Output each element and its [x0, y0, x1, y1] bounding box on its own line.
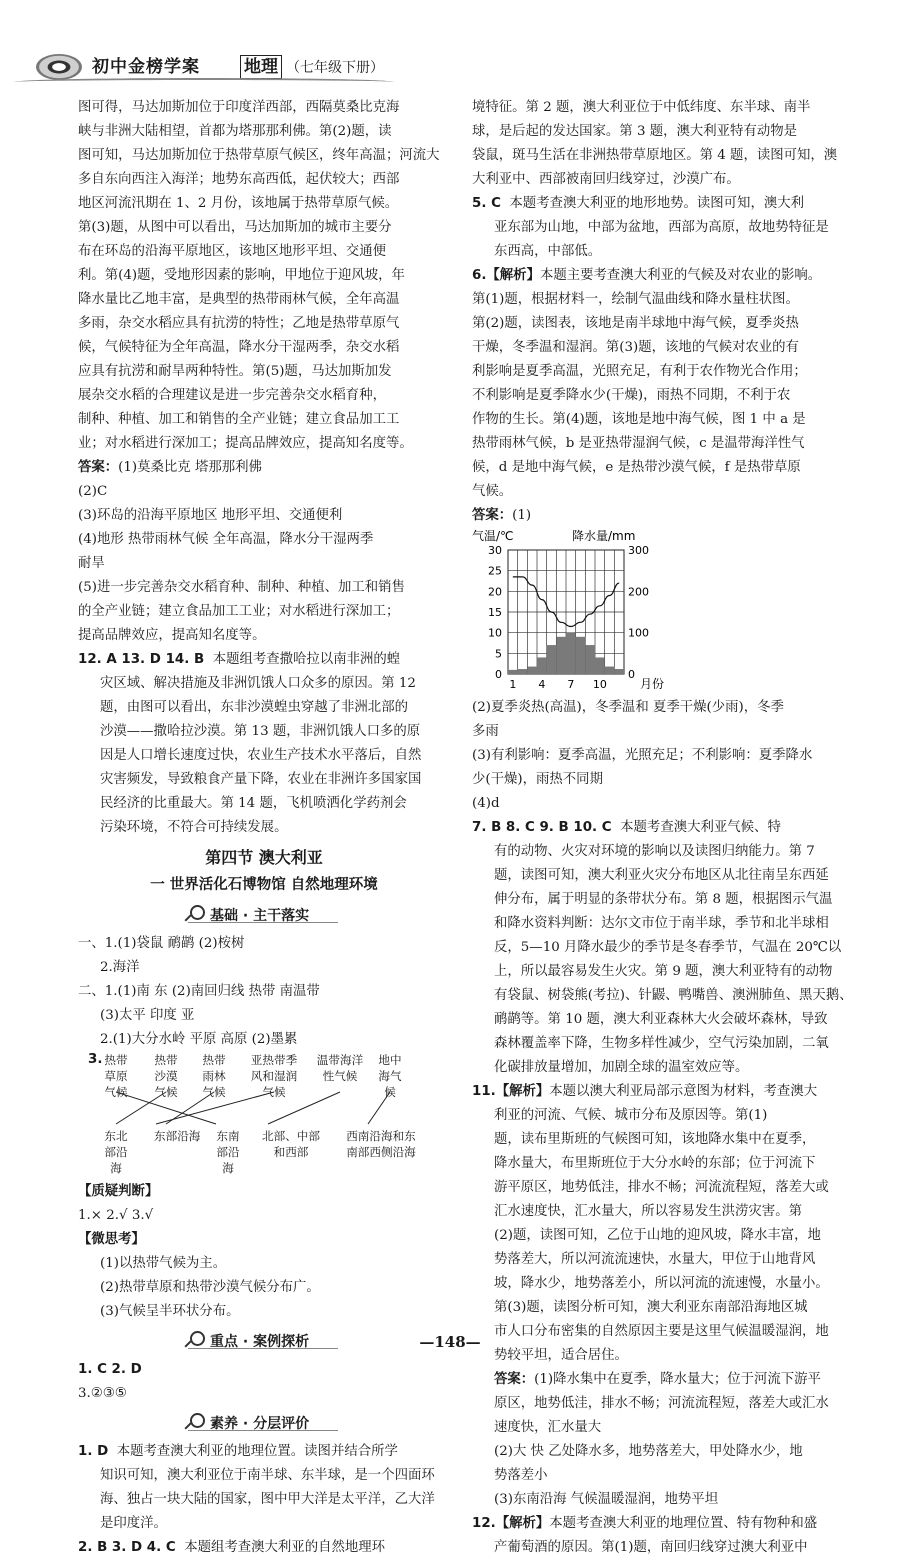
answer-line: (2)夏季炎热(高温)，冬季温和 夏季干燥(少雨)，冬季: [472, 700, 784, 715]
text-line: 利影响是夏季高温，光照充足，有利于农作物光合作用；: [472, 364, 807, 379]
precip-bar: [537, 657, 547, 674]
text-line: 地区河流汛期在 1、2 月份，该地属于热带草原气候。: [78, 196, 399, 211]
text-line: 化碳排放量增加，加剧全球的温室效应等。: [494, 1060, 749, 1075]
text-line: 第(3)题，从图中可以看出，马达加斯加的城市主要分: [78, 220, 392, 235]
answer-line: 速度快，汇水量大: [494, 1420, 602, 1435]
banner-label: 基础 · 主干落实: [210, 908, 310, 924]
text-line: 坡，降水少，地势落差小，所以河流的流速慢，水量小。: [494, 1276, 829, 1291]
text-line: (2)题，读图可知，乙位于山地的迎风坡，降水丰富，地: [494, 1228, 821, 1243]
analysis-tag: 【解析】: [486, 268, 540, 283]
text-line: 森林覆盖率下降，生物多样性减少，空气污染加剧，二氧: [494, 1036, 829, 1051]
q11-answer: [78, 456, 450, 648]
text-line: 上，所以最容易发生火灾。第 9 题，澳大利亚特有的动物: [494, 964, 833, 979]
y-left-label: 气温/℃: [472, 529, 514, 543]
text-line: 伸分布，属于明显的条带状分布。第 8 题，根据图示气温: [494, 892, 833, 907]
question-number: 7. B 8. C 9. B 10. C: [472, 820, 612, 835]
question-text: 本题考查澳大利亚的地形地势。读图可知，澳大利: [509, 196, 805, 211]
text-line: 海、独占一块大陆的国家，图中甲大洋是太平洋，乙大洋: [100, 1492, 435, 1507]
region-label: 北部、中部和西部: [262, 1129, 320, 1159]
basics-line: 一、1.(1)袋鼠 鸸鹋 (2)桉树: [78, 936, 245, 951]
y-left-tick: 20: [488, 585, 502, 599]
region-label: 东部沿海: [154, 1129, 201, 1143]
region-label: 东南部沿海: [216, 1129, 240, 1175]
question-text: 本题主要考查澳大利亚的气候及对农业的影响。: [539, 268, 822, 283]
text-line: 降水量大，布里斯班位于大分水岭的东部；位于河流下: [494, 1156, 816, 1171]
text-line: 利亚的河流、气候、城市分布及原因等。第(1): [494, 1108, 768, 1123]
text-line: 应具有抗涝和耐旱两种特性。第(5)题，马达加斯加发: [78, 364, 392, 379]
text-line: 袋鼠，斑马生活在非洲热带草原地区。第 4 题，读图可知，澳: [472, 148, 838, 163]
y-right-tick: 0: [628, 668, 635, 681]
climate-label: 亚热带季风和湿润气候: [250, 1053, 298, 1099]
answer-line: [472, 504, 856, 528]
y-left-tick: 5: [495, 647, 502, 661]
magnifier-icon: [190, 905, 205, 920]
answer-line: (4)d: [472, 796, 500, 811]
text-line: 气候。: [472, 484, 513, 499]
think-label: 【微思考】: [78, 1232, 145, 1247]
magnifier-handle: [184, 1422, 191, 1429]
text-line: 利。第(4)题，受地形因素的影响，甲地位于迎风坡，年: [78, 268, 405, 283]
text-line: 鸸鹋等。第 10 题，澳大利亚森林大火会破坏森林，导致: [494, 1012, 828, 1027]
text-line: 知识可知，澳大利亚位于南半球、东半球，是一个四面环: [100, 1468, 435, 1483]
answer-line: (3)东南沿海 气候温暖湿润，地势平坦: [494, 1492, 719, 1507]
climate-chart-svg: [472, 528, 672, 696]
climate-label: 地中海气候: [378, 1053, 402, 1099]
header-swoosh: [14, 78, 394, 86]
climate-chart: [472, 528, 856, 696]
precip-bar: [614, 669, 624, 674]
judge-label: 【质疑判断】: [78, 1184, 159, 1199]
case-line: 3.②③⑤: [78, 1386, 127, 1401]
basics-line: (3)太平 印度 亚: [100, 1008, 195, 1023]
item-number: 3.: [88, 1052, 103, 1067]
judge-answers: 1.× 2.√ 3.√: [78, 1208, 154, 1223]
banner-rule: [188, 1430, 338, 1431]
magnifier-icon: [190, 1413, 205, 1428]
text-line: 大利亚中、西部被南回归线穿过，沙漠广布。: [472, 172, 740, 187]
y-right-tick: 200: [628, 585, 649, 599]
question-line: [78, 648, 450, 672]
answer-line: (3)有利影响：夏季高温，光照充足；不利影响：夏季降水: [472, 748, 813, 763]
text-line: 不利影响是夏季降水少(干燥)，雨热不同期，不利于农: [472, 388, 791, 403]
text-line: 亚东部为山地，中部为盆地，西部为高原，故地势特征是: [494, 220, 829, 235]
precip-bar: [595, 657, 605, 674]
text-line: 反，5—10 月降水最少的季节是冬春季节，气温在 20℃以: [494, 940, 842, 955]
text-line: 势落差大，所以河流流速快，水量大，甲位于山地背风: [494, 1252, 816, 1267]
section-title: 第四节 澳大利亚: [205, 848, 323, 867]
banner-label: 重点 · 案例探析: [210, 1334, 310, 1350]
question-line: [78, 1536, 450, 1560]
text-line: 图可知，马达加斯加位于热带草原气候区，终年高温；河流大: [78, 148, 440, 163]
answer-line: 提高品牌效应，提高知名度等。: [78, 628, 266, 643]
grade-label: （七年级下册）: [286, 60, 384, 76]
q11-explanation: [78, 96, 450, 456]
case-line: 1. C 2. D: [78, 1362, 142, 1377]
precip-bar: [547, 645, 557, 674]
text-line: 第(1)题，根据材料一，绘制气温曲线和降水量柱状图。: [472, 292, 799, 307]
precip-bar: [605, 667, 615, 674]
magnifier-handle: [184, 914, 191, 921]
precip-bar: [508, 670, 518, 674]
question-line: [472, 192, 856, 216]
brand-title: 初中金榜学案: [92, 57, 200, 77]
answer-text: (1)莫桑比克 塔那那利佛: [118, 460, 262, 475]
x-tick: 4: [538, 678, 546, 691]
answer-text: (1)降水集中在夏季，降水量大；位于河流下游平: [534, 1372, 821, 1387]
text-line: 布在环岛的沿海平原地区，该地区地形平坦、交通便: [78, 244, 386, 259]
text-line: 灾区域、解决措施及非洲饥饿人口众多的原因。第 12: [100, 676, 416, 691]
question-number: 12.: [472, 1516, 496, 1531]
think-line: (1)以热带气候为主。: [100, 1256, 227, 1271]
precip-bar: [518, 669, 528, 674]
text-line: 作物的生长。第(4)题，该地是地中海气候，图 1 中 a 是: [472, 412, 806, 427]
text-line: 题，读布里斯班的气候图可知，该地降水集中在夏季，: [494, 1132, 816, 1147]
answer-line: 多雨: [472, 724, 499, 739]
climate-label: 温带海洋性气候: [316, 1053, 364, 1083]
q12-14-block: [78, 648, 450, 840]
text-line: 境特征。第 2 题，澳大利亚位于中低纬度、东半球、南半: [472, 100, 811, 115]
basics-line: 2.海洋: [100, 960, 140, 975]
text-line: 题，读图可知，澳大利亚火灾分布地区从北往南呈东西延: [494, 868, 829, 883]
text-line: 降水量比乙地丰富，是典型的热带雨林气候，全年高温: [78, 292, 400, 307]
y-right-label: 降水量/mm: [572, 529, 636, 543]
text-line: 多雨，杂交水稻应具有抗涝的特性；乙地是热带草原气: [78, 316, 400, 331]
text-line: 第(3)题，读图分析可知，澳大利亚东南部沿海地区城: [494, 1300, 808, 1315]
text-line: 因是人口增长速度过快，农业生产技术水平落后，自然: [100, 748, 422, 763]
text-line: 产葡萄酒的原因。第(1)题，南回归线穿过澳大利亚中: [494, 1540, 808, 1555]
question-number: 1. D: [78, 1444, 109, 1459]
answer-line: [472, 1368, 856, 1392]
y-right-tick: 300: [628, 544, 649, 557]
text-line: 热带雨林气候，b 是亚热带湿润气候，c 是温带海洋性气: [472, 436, 805, 451]
text-line: 有的动物、火灾对环境的影响以及读图归纳能力。第 7: [494, 844, 815, 859]
question-line: [472, 816, 856, 840]
answer-line: (2)大 快 乙处降水多，地势落差大，甲处降水少，地: [494, 1444, 803, 1459]
precip-bar: [527, 667, 537, 674]
answer-line: (5)进一步完善杂交水稻育种、制种、种植、加工和销售: [78, 580, 405, 595]
text-line: 和降水资料判断：达尔文市位于南半球，季节和北半球相: [494, 916, 829, 931]
page-header: [14, 50, 394, 86]
question-text: 本题以澳大利亚局部示意图为材料，考查澳大: [549, 1084, 818, 1099]
question-number: 5. C: [472, 196, 501, 211]
answer-line: 少(干燥)，雨热不同期: [472, 772, 603, 787]
think-line: (3)气候呈半环状分布。: [100, 1304, 240, 1319]
answer-line: [78, 456, 450, 480]
region-label: 西南沿海和东南部西侧沿海: [346, 1129, 416, 1159]
text-line: 图可得，马达加斯加位于印度洋西部，西隔莫桑比克海: [78, 100, 400, 115]
y-left-tick: 15: [488, 606, 502, 619]
basics-line: 2.(1)大分水岭 平原 高原 (2)墨累: [100, 1032, 298, 1047]
text-line: 干燥，冬季温和湿润。第(3)题，该地的气候对农业的有: [472, 340, 799, 355]
text-line: 有袋鼠、树袋熊(考拉)、针鼹、鸭嘴兽、澳洲肺鱼、黑天鹅、: [494, 988, 853, 1003]
climate-match-diagram: [78, 1052, 450, 1180]
text-line: 污染环境，不符合可持续发展。: [100, 820, 288, 835]
answer-label: 答案：: [78, 460, 119, 475]
text-line: 球，是后起的发达国家。第 3 题，澳大利亚特有动物是: [472, 124, 798, 139]
text-line: 制种、种植、加工和销售的全产业链；建立食品加工工: [78, 412, 400, 427]
text-line: 题，由图可以看出，东非沙漠蝗虫穿越了非洲北部的: [100, 700, 408, 715]
answer-line: (2)C: [78, 484, 108, 499]
answer-line: 势落差小: [494, 1468, 548, 1483]
answer-line: 的全产业链；建立食品加工工业；对水稻进行深加工；: [78, 604, 400, 619]
text-line: 候，气候特征为全年高温，降水分干湿两季，杂交水稻: [78, 340, 400, 355]
text-line: 展杂交水稻的合理建议是进一步完善杂交水稻育种，: [78, 388, 386, 403]
text-line: 灾害频发，导致粮食产量下降，农业在非洲许多国家国: [100, 772, 422, 787]
question-number: 6.: [472, 268, 487, 283]
question-number: 11.: [472, 1084, 496, 1099]
text-line: 是印度洋。: [100, 1516, 167, 1531]
banner-rule: [188, 922, 338, 923]
question-line: [472, 1512, 856, 1536]
banner-evaluation: [78, 1410, 450, 1438]
text-line: 民经济的比重最大。第 14 题，飞机喷洒化学药剂会: [100, 796, 407, 811]
y-left-tick: 30: [488, 544, 502, 557]
precip-bar: [585, 645, 595, 674]
question-text: 本题组考查撒哈拉以南非洲的蝗: [212, 652, 401, 667]
answer-line: 耐旱: [78, 556, 105, 571]
text-line: 势较平坦，适合居住。: [494, 1348, 628, 1363]
answer-line: (4)地形 热带雨林气候 全年高温，降水分干湿两季: [78, 532, 374, 547]
text-line: 业；对水稻进行深加工；提高品牌效应，提高知名度等。: [78, 436, 413, 451]
text-line: 候，d 是地中海气候，e 是热带沙漠气候，f 是热带草原: [472, 460, 801, 475]
question-line: [472, 1080, 856, 1104]
answer-line: (3)环岛的沿海平原地区 地形平坦、交通便利: [78, 508, 343, 523]
question-text: 本题考查澳大利亚气候、特: [620, 820, 781, 835]
climate-label: 热带沙漠气候: [154, 1053, 178, 1099]
banner-basics: [78, 902, 450, 930]
region-row: [78, 1128, 450, 1198]
text-line: 第(2)题，读图表，该地是南半球地中海气候，夏季炎热: [472, 316, 799, 331]
subsection-title: 一 世界活化石博物馆 自然地理环境: [150, 877, 378, 893]
text-line: 游平原区，地势低洼，排水不畅；河流流程短，落差大或: [494, 1180, 829, 1195]
subject-label: 地理: [240, 55, 282, 79]
y-left-tick: 10: [488, 626, 502, 640]
y-left-tick: 25: [488, 564, 502, 578]
climate-label: 热带草原气候: [104, 1053, 128, 1099]
brand-logo-icon: [36, 54, 82, 80]
precip-bar: [566, 633, 576, 674]
text-line: 多自东向西注入海洋；地势东高西低，起伏较大；西部: [78, 172, 400, 187]
x-tick: 10: [592, 678, 607, 691]
precip-bar: [556, 637, 566, 674]
question-line: [78, 1440, 450, 1464]
text-line: 沙漠——撒哈拉沙漠。第 13 题，非洲饥饿人口多的原: [100, 724, 421, 739]
x-axis-label: 月份: [640, 677, 665, 691]
x-tick: 7: [567, 678, 575, 691]
answer-text: (1): [512, 508, 532, 523]
climate-label: 热带雨林气候: [202, 1053, 226, 1099]
basics-line: 二、1.(1)南 东 (2)南回归线 热带 南温带: [78, 984, 320, 999]
y-right-tick: 100: [628, 626, 649, 640]
answer-line: 原区，地势低洼，排水不畅；河流流程短，落差大或汇水: [494, 1396, 829, 1411]
question-text: 本题考查澳大利亚的地理位置。读图并结合所学: [116, 1444, 398, 1459]
question-number: 2. B 3. D 4. C: [78, 1540, 176, 1555]
region-label: 东北部沿海: [104, 1129, 128, 1175]
analysis-tag: 【解析】: [495, 1084, 550, 1099]
page-number: —148—: [419, 1333, 481, 1351]
text-line: 市人口分布密集的自然原因主要是这里气候温暖湿润，地: [494, 1324, 829, 1339]
question-text: 本题组考查澳大利亚的自然地理环: [184, 1540, 386, 1555]
text-line: 东西高，中部低。: [494, 244, 602, 259]
x-tick: 1: [509, 678, 517, 691]
analysis-tag: 【解析】: [495, 1516, 550, 1531]
question-line: [472, 264, 856, 288]
text-line: 峡与非洲大陆相望，首都为塔那那利佛。第(2)题，读: [78, 124, 392, 139]
precip-bar: [576, 637, 586, 674]
answer-label: 答案：: [472, 508, 513, 523]
question-number: 12. A 13. D 14. B: [78, 652, 205, 667]
answer-label: 答案：: [494, 1372, 535, 1387]
question-text: 本题考查澳大利亚的地理位置、特有物种和盛: [549, 1516, 818, 1531]
banner-label: 素养 · 分层评价: [210, 1416, 310, 1432]
think-line: (2)热带草原和热带沙漠气候分布广。: [100, 1280, 320, 1295]
text-line: 汇水速度快，汇水量大，所以容易发生洪涝灾害。第: [494, 1204, 802, 1219]
match-lines: [78, 1090, 450, 1130]
y-left-tick: 0: [495, 668, 502, 681]
